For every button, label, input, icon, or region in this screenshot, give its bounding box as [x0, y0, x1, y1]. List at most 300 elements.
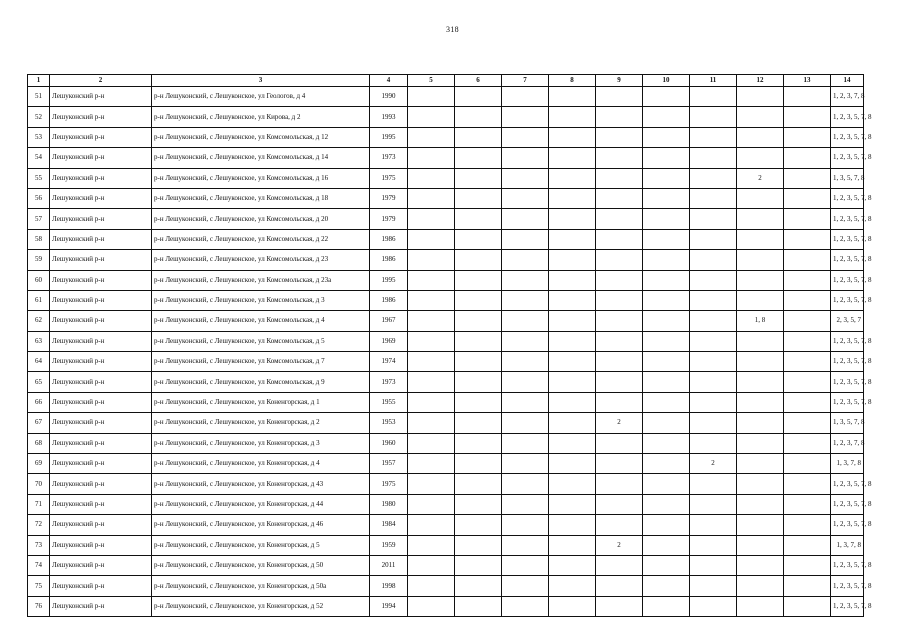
- col13-cell: [784, 188, 831, 208]
- col8-cell: [549, 576, 596, 596]
- year-cell: 1957: [370, 454, 408, 474]
- col14-cell: 1, 2, 3, 5, 7, 8: [831, 474, 864, 494]
- col12-cell: [737, 127, 784, 147]
- year-cell: 1984: [370, 515, 408, 535]
- col5-cell: [408, 392, 455, 412]
- col14-cell: 1, 2, 3, 5, 7, 8: [831, 555, 864, 575]
- col8-cell: [549, 392, 596, 412]
- col14-cell: 1, 2, 3, 5, 7, 8: [831, 392, 864, 412]
- col6-cell: [455, 270, 502, 290]
- col11-cell: [690, 372, 737, 392]
- col9-cell: [596, 372, 643, 392]
- col13-cell: [784, 392, 831, 412]
- col10-cell: [643, 209, 690, 229]
- year-cell: 1953: [370, 413, 408, 433]
- col7-cell: [502, 168, 549, 188]
- column-header-4: 4: [370, 75, 408, 87]
- col6-cell: [455, 494, 502, 514]
- col8-cell: [549, 454, 596, 474]
- col13-cell: [784, 250, 831, 270]
- column-header-7: 7: [502, 75, 549, 87]
- district-cell: Лешуконский р-н: [50, 474, 152, 494]
- col13-cell: [784, 331, 831, 351]
- col11-cell: [690, 311, 737, 331]
- col6-cell: [455, 474, 502, 494]
- col6-cell: [455, 413, 502, 433]
- col14-cell: 1, 2, 3, 7, 8: [831, 433, 864, 453]
- col12-cell: [737, 352, 784, 372]
- col5-cell: [408, 270, 455, 290]
- col10-cell: [643, 413, 690, 433]
- table-row: [28, 454, 864, 474]
- col8-cell: [549, 311, 596, 331]
- col5-cell: [408, 87, 455, 107]
- col7-cell: [502, 188, 549, 208]
- col12-cell: [737, 433, 784, 453]
- row-number: 75: [28, 576, 50, 596]
- year-cell: 1986: [370, 250, 408, 270]
- col9-cell: [596, 148, 643, 168]
- col11-cell: [690, 433, 737, 453]
- col5-cell: [408, 311, 455, 331]
- column-header-5: 5: [408, 75, 455, 87]
- row-number: 55: [28, 168, 50, 188]
- col11-cell: [690, 209, 737, 229]
- row-number: 62: [28, 311, 50, 331]
- table-row: [28, 372, 864, 392]
- col12-cell: [737, 107, 784, 127]
- col8-cell: [549, 352, 596, 372]
- col14-cell: 1, 2, 3, 5, 7, 8: [831, 107, 864, 127]
- col8-cell: [549, 107, 596, 127]
- col9-cell: [596, 555, 643, 575]
- col12-cell: [737, 413, 784, 433]
- col13-cell: [784, 290, 831, 310]
- col10-cell: [643, 474, 690, 494]
- address-cell: р-н Лешуконский, с Лешуконское, ул Коненгорская, д 5: [152, 535, 370, 555]
- row-number: 51: [28, 87, 50, 107]
- col9-cell: [596, 494, 643, 514]
- year-cell: 1990: [370, 87, 408, 107]
- col8-cell: [549, 433, 596, 453]
- year-cell: 1960: [370, 433, 408, 453]
- row-number: 60: [28, 270, 50, 290]
- col12-cell: [737, 576, 784, 596]
- col7-cell: [502, 433, 549, 453]
- table-row: [28, 107, 864, 127]
- col7-cell: [502, 372, 549, 392]
- col7-cell: [502, 392, 549, 412]
- col8-cell: [549, 331, 596, 351]
- table-row: [28, 290, 864, 310]
- col12-cell: [737, 270, 784, 290]
- table-row: [28, 168, 864, 188]
- col5-cell: [408, 474, 455, 494]
- col7-cell: [502, 515, 549, 535]
- col5-cell: [408, 188, 455, 208]
- district-cell: Лешуконский р-н: [50, 107, 152, 127]
- column-header-13: 13: [784, 75, 831, 87]
- col5-cell: [408, 494, 455, 514]
- col13-cell: [784, 270, 831, 290]
- table-row: [28, 250, 864, 270]
- district-cell: Лешуконский р-н: [50, 270, 152, 290]
- address-cell: р-н Лешуконский, с Лешуконское, ул Комсомольская, д 23а: [152, 270, 370, 290]
- col6-cell: [455, 535, 502, 555]
- address-cell: р-н Лешуконский, с Лешуконское, ул Коненгорская, д 3: [152, 433, 370, 453]
- housing-register-table: [27, 74, 872, 617]
- col11-cell: [690, 576, 737, 596]
- col12-cell: [737, 494, 784, 514]
- year-cell: 1967: [370, 311, 408, 331]
- col8-cell: [549, 270, 596, 290]
- col8-cell: [549, 372, 596, 392]
- address-cell: р-н Лешуконский, с Лешуконское, ул Коненгорская, д 44: [152, 494, 370, 514]
- district-cell: Лешуконский р-н: [50, 433, 152, 453]
- col14-cell: 1, 2, 3, 5, 7, 8: [831, 127, 864, 147]
- col14-cell: 1, 2, 3, 5, 7, 8: [831, 188, 864, 208]
- col8-cell: [549, 474, 596, 494]
- col8-cell: [549, 250, 596, 270]
- col12-cell: [737, 188, 784, 208]
- col10-cell: [643, 433, 690, 453]
- address-cell: р-н Лешуконский, с Лешуконское, ул Комсомольская, д 23: [152, 250, 370, 270]
- table-row: [28, 270, 864, 290]
- col5-cell: [408, 515, 455, 535]
- col12-cell: [737, 392, 784, 412]
- address-cell: р-н Лешуконский, с Лешуконское, ул Комсомольская, д 7: [152, 352, 370, 372]
- header-row: [28, 75, 864, 87]
- col5-cell: [408, 107, 455, 127]
- table-row: [28, 127, 864, 147]
- col12-cell: [737, 209, 784, 229]
- address-cell: р-н Лешуконский, с Лешуконское, ул Комсомольская, д 18: [152, 188, 370, 208]
- col9-cell: [596, 392, 643, 412]
- col13-cell: [784, 311, 831, 331]
- col9-cell: [596, 270, 643, 290]
- col7-cell: [502, 127, 549, 147]
- col8-cell: [549, 413, 596, 433]
- district-cell: Лешуконский р-н: [50, 576, 152, 596]
- col7-cell: [502, 250, 549, 270]
- col10-cell: [643, 535, 690, 555]
- row-number: 64: [28, 352, 50, 372]
- col12-cell: [737, 372, 784, 392]
- address-cell: р-н Лешуконский, с Лешуконское, ул Комсомольская, д 14: [152, 148, 370, 168]
- year-cell: 1969: [370, 331, 408, 351]
- column-header-2: 2: [50, 75, 152, 87]
- row-number: 58: [28, 229, 50, 249]
- col5-cell: [408, 576, 455, 596]
- district-cell: Лешуконский р-н: [50, 555, 152, 575]
- col6-cell: [455, 148, 502, 168]
- row-number: 53: [28, 127, 50, 147]
- col7-cell: [502, 352, 549, 372]
- year-cell: 1993: [370, 107, 408, 127]
- col8-cell: [549, 494, 596, 514]
- col9-cell: [596, 576, 643, 596]
- address-cell: р-н Лешуконский, с Лешуконское, ул Коненгорская, д 50а: [152, 576, 370, 596]
- col6-cell: [455, 596, 502, 616]
- col9-cell: [596, 331, 643, 351]
- address-cell: р-н Лешуконский, с Лешуконское, ул Комсомольская, д 20: [152, 209, 370, 229]
- col8-cell: [549, 209, 596, 229]
- col13-cell: [784, 127, 831, 147]
- col11-cell: [690, 107, 737, 127]
- column-header-10: 10: [643, 75, 690, 87]
- col6-cell: [455, 372, 502, 392]
- col13-cell: [784, 535, 831, 555]
- column-header-9: 9: [596, 75, 643, 87]
- col6-cell: [455, 229, 502, 249]
- col7-cell: [502, 474, 549, 494]
- year-cell: 2011: [370, 555, 408, 575]
- col10-cell: [643, 168, 690, 188]
- col7-cell: [502, 311, 549, 331]
- table-row: [28, 311, 864, 331]
- col9-cell: [596, 209, 643, 229]
- col12-cell: 2: [737, 168, 784, 188]
- address-cell: р-н Лешуконский, с Лешуконское, ул Комсомольская, д 9: [152, 372, 370, 392]
- year-cell: 1959: [370, 535, 408, 555]
- column-header-1: 1: [28, 75, 50, 87]
- address-cell: р-н Лешуконский, с Лешуконское, ул Кирова, д 2: [152, 107, 370, 127]
- col12-cell: 1, 8: [737, 311, 784, 331]
- col13-cell: [784, 87, 831, 107]
- col10-cell: [643, 311, 690, 331]
- district-cell: Лешуконский р-н: [50, 596, 152, 616]
- col11-cell: [690, 555, 737, 575]
- district-cell: Лешуконский р-н: [50, 372, 152, 392]
- col9-cell: [596, 290, 643, 310]
- col12-cell: [737, 290, 784, 310]
- address-cell: р-н Лешуконский, с Лешуконское, ул Коненгорская, д 52: [152, 596, 370, 616]
- col6-cell: [455, 168, 502, 188]
- col6-cell: [455, 515, 502, 535]
- district-cell: Лешуконский р-н: [50, 188, 152, 208]
- row-number: 69: [28, 454, 50, 474]
- district-cell: Лешуконский р-н: [50, 494, 152, 514]
- col7-cell: [502, 596, 549, 616]
- table-row: [28, 188, 864, 208]
- col14-cell: 1, 2, 3, 5, 7, 8: [831, 596, 864, 616]
- col13-cell: [784, 209, 831, 229]
- col8-cell: [549, 515, 596, 535]
- col6-cell: [455, 392, 502, 412]
- address-cell: р-н Лешуконский, с Лешуконское, ул Комсомольская, д 4: [152, 311, 370, 331]
- col8-cell: [549, 596, 596, 616]
- district-cell: Лешуконский р-н: [50, 331, 152, 351]
- col6-cell: [455, 555, 502, 575]
- col11-cell: [690, 127, 737, 147]
- district-cell: Лешуконский р-н: [50, 290, 152, 310]
- col8-cell: [549, 535, 596, 555]
- row-number: 72: [28, 515, 50, 535]
- col12-cell: [737, 454, 784, 474]
- column-header-3: 3: [152, 75, 370, 87]
- district-cell: Лешуконский р-н: [50, 311, 152, 331]
- table-row: [28, 352, 864, 372]
- col5-cell: [408, 331, 455, 351]
- col9-cell: [596, 515, 643, 535]
- col6-cell: [455, 352, 502, 372]
- col9-cell: [596, 311, 643, 331]
- row-number: 57: [28, 209, 50, 229]
- district-cell: Лешуконский р-н: [50, 392, 152, 412]
- col11-cell: [690, 331, 737, 351]
- col10-cell: [643, 229, 690, 249]
- col7-cell: [502, 87, 549, 107]
- table-row: [28, 87, 864, 107]
- col5-cell: [408, 352, 455, 372]
- year-cell: 1995: [370, 127, 408, 147]
- table-row: [28, 229, 864, 249]
- col8-cell: [549, 168, 596, 188]
- col8-cell: [549, 87, 596, 107]
- col10-cell: [643, 188, 690, 208]
- col10-cell: [643, 331, 690, 351]
- col13-cell: [784, 494, 831, 514]
- col6-cell: [455, 127, 502, 147]
- row-number: 76: [28, 596, 50, 616]
- col11-cell: [690, 474, 737, 494]
- col9-cell: [596, 352, 643, 372]
- col10-cell: [643, 87, 690, 107]
- col9-cell: [596, 250, 643, 270]
- table-row: [28, 413, 864, 433]
- row-number: 74: [28, 555, 50, 575]
- district-cell: Лешуконский р-н: [50, 168, 152, 188]
- col5-cell: [408, 127, 455, 147]
- address-cell: р-н Лешуконский, с Лешуконское, ул Коненгорская, д 50: [152, 555, 370, 575]
- row-number: 52: [28, 107, 50, 127]
- col13-cell: [784, 168, 831, 188]
- col14-cell: 1, 3, 7, 8: [831, 454, 864, 474]
- district-cell: Лешуконский р-н: [50, 209, 152, 229]
- col13-cell: [784, 454, 831, 474]
- col7-cell: [502, 494, 549, 514]
- col6-cell: [455, 454, 502, 474]
- table-row: [28, 392, 864, 412]
- col14-cell: 2, 3, 5, 7: [831, 311, 864, 331]
- col10-cell: [643, 454, 690, 474]
- col8-cell: [549, 229, 596, 249]
- col6-cell: [455, 87, 502, 107]
- column-header-11: 11: [690, 75, 737, 87]
- col6-cell: [455, 209, 502, 229]
- col10-cell: [643, 107, 690, 127]
- table-row: [28, 555, 864, 575]
- col5-cell: [408, 250, 455, 270]
- row-number: 66: [28, 392, 50, 412]
- table-row: [28, 433, 864, 453]
- col8-cell: [549, 555, 596, 575]
- col13-cell: [784, 596, 831, 616]
- year-cell: 1986: [370, 229, 408, 249]
- col6-cell: [455, 250, 502, 270]
- col8-cell: [549, 188, 596, 208]
- col10-cell: [643, 392, 690, 412]
- col14-cell: 1, 3, 5, 7, 8: [831, 168, 864, 188]
- year-cell: 1979: [370, 209, 408, 229]
- col14-cell: 1, 2, 3, 5, 7, 8: [831, 250, 864, 270]
- col11-cell: [690, 270, 737, 290]
- address-cell: р-н Лешуконский, с Лешуконское, ул Коненгорская, д 43: [152, 474, 370, 494]
- col14-cell: 1, 2, 3, 5, 7, 8: [831, 372, 864, 392]
- col10-cell: [643, 555, 690, 575]
- col6-cell: [455, 290, 502, 310]
- col10-cell: [643, 576, 690, 596]
- district-cell: Лешуконский р-н: [50, 413, 152, 433]
- table-row: [28, 148, 864, 168]
- row-number: 59: [28, 250, 50, 270]
- row-number: 54: [28, 148, 50, 168]
- col11-cell: [690, 168, 737, 188]
- col13-cell: [784, 413, 831, 433]
- district-cell: Лешуконский р-н: [50, 250, 152, 270]
- col10-cell: [643, 290, 690, 310]
- table-row: [28, 535, 864, 555]
- col6-cell: [455, 311, 502, 331]
- col8-cell: [549, 290, 596, 310]
- year-cell: 1973: [370, 148, 408, 168]
- row-number: 63: [28, 331, 50, 351]
- address-cell: р-н Лешуконский, с Лешуконское, ул Комсомольская, д 5: [152, 331, 370, 351]
- col11-cell: 2: [690, 454, 737, 474]
- district-cell: Лешуконский р-н: [50, 515, 152, 535]
- row-number: 68: [28, 433, 50, 453]
- col14-cell: 1, 2, 3, 5, 7, 8: [831, 352, 864, 372]
- col12-cell: [737, 596, 784, 616]
- district-cell: Лешуконский р-н: [50, 148, 152, 168]
- col6-cell: [455, 331, 502, 351]
- col14-cell: 1, 3, 7, 8: [831, 535, 864, 555]
- col12-cell: [737, 474, 784, 494]
- col12-cell: [737, 250, 784, 270]
- col6-cell: [455, 433, 502, 453]
- col14-cell: 1, 2, 3, 5, 7, 8: [831, 229, 864, 249]
- col9-cell: 2: [596, 535, 643, 555]
- col8-cell: [549, 127, 596, 147]
- row-number: 70: [28, 474, 50, 494]
- col14-cell: 1, 2, 3, 5, 7, 8: [831, 576, 864, 596]
- col11-cell: [690, 596, 737, 616]
- col7-cell: [502, 229, 549, 249]
- col10-cell: [643, 148, 690, 168]
- col7-cell: [502, 209, 549, 229]
- col7-cell: [502, 290, 549, 310]
- col7-cell: [502, 555, 549, 575]
- district-cell: Лешуконский р-н: [50, 229, 152, 249]
- table-row: [28, 494, 864, 514]
- col13-cell: [784, 474, 831, 494]
- col7-cell: [502, 148, 549, 168]
- col11-cell: [690, 535, 737, 555]
- page-number: 318: [446, 25, 459, 34]
- year-cell: 1973: [370, 372, 408, 392]
- col7-cell: [502, 413, 549, 433]
- row-number: 73: [28, 535, 50, 555]
- row-number: 67: [28, 413, 50, 433]
- column-header-14: 14: [831, 75, 864, 87]
- col5-cell: [408, 229, 455, 249]
- col11-cell: [690, 229, 737, 249]
- col14-cell: 1, 2, 3, 5, 7, 8: [831, 290, 864, 310]
- col7-cell: [502, 331, 549, 351]
- col13-cell: [784, 107, 831, 127]
- address-cell: р-н Лешуконский, с Лешуконское, ул Комсомольская, д 12: [152, 127, 370, 147]
- address-cell: р-н Лешуконский, с Лешуконское, ул Комсомольская, д 22: [152, 229, 370, 249]
